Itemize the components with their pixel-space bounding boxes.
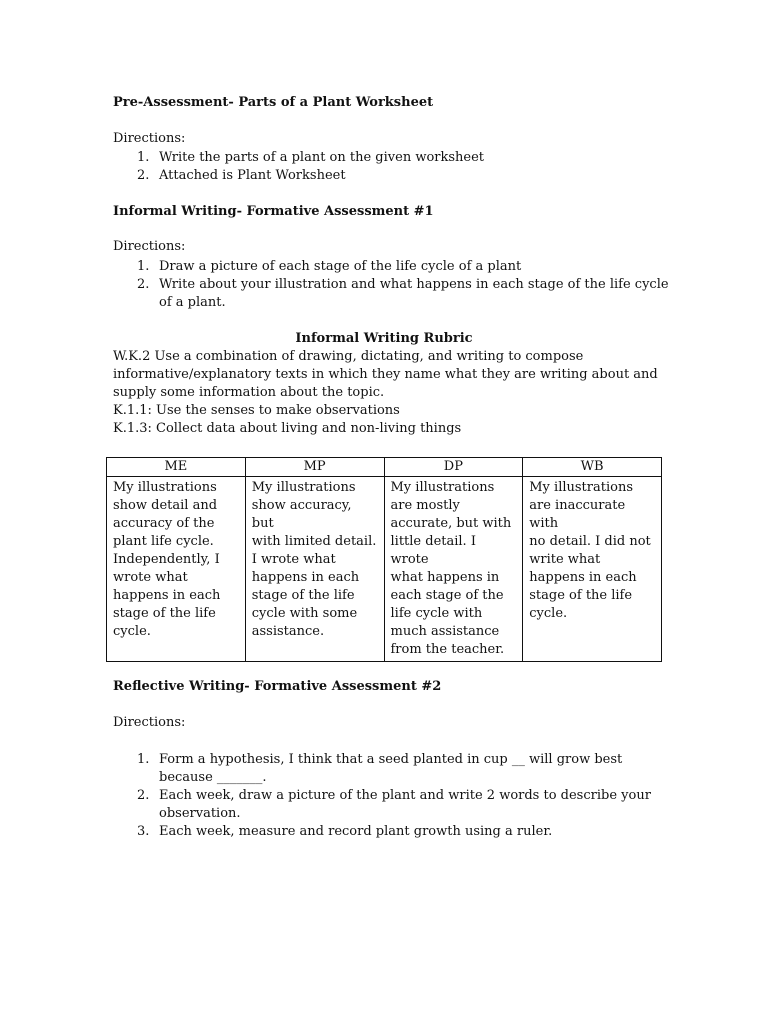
cell-line: write what <box>529 552 601 567</box>
list-item <box>137 258 669 276</box>
section3-title: Reflective Writing- Formative Assessment #2 <box>113 679 442 694</box>
standard-line: supply some information about the topic. <box>113 385 385 400</box>
list-number: 3. <box>137 824 150 839</box>
cell-line: happens in each <box>113 588 221 603</box>
list-number: 1. <box>137 150 150 165</box>
list-item <box>137 823 651 841</box>
rubric-table <box>106 457 662 662</box>
cell-line: My illustrations <box>113 480 217 495</box>
rubric-cell-wb <box>523 477 662 662</box>
list-text: Write about your illustration and what happens in each stage of the life cycle <box>159 277 669 292</box>
cell-line: stage of the life <box>529 588 633 603</box>
cell-line: Independently, I <box>113 552 220 567</box>
table-header-row <box>107 458 662 477</box>
cell-line: with limited detail. <box>251 534 377 549</box>
list-text: Attached is Plant Worksheet <box>159 168 346 183</box>
cell-line: My illustrations <box>251 480 356 495</box>
list-text: Form a hypothesis, I think that a seed planted in cup __ will grow best <box>159 752 623 767</box>
cell-line: cycle. <box>113 624 151 639</box>
rubric-cell-dp <box>384 477 523 662</box>
list-text: Write the parts of a plant on the given worksheet <box>159 150 485 165</box>
list-text: Each week, draw a picture of the plant and write 2 words to describe your <box>159 788 651 803</box>
cell-line: little detail. I wrote <box>390 534 476 567</box>
section1-title: Pre-Assessment- Parts of a Plant Worksheet <box>113 95 434 110</box>
section2-directions-label: Directions: <box>113 239 186 254</box>
column-header-wb: WB <box>523 458 662 477</box>
table-row <box>107 477 662 662</box>
list-item <box>137 276 669 312</box>
list-text-continued: observation. <box>159 806 241 821</box>
cell-line: show detail and <box>113 498 218 513</box>
cell-line: much assistance <box>390 624 500 639</box>
cell-line: wrote what <box>113 570 188 585</box>
cell-line: stage of the life <box>113 606 216 621</box>
rubric-cell-me <box>107 477 246 662</box>
cell-line: assistance. <box>251 624 325 639</box>
list-number: 2. <box>137 277 150 292</box>
cell-line: My illustrations <box>529 480 633 495</box>
list-text-continued: because _______. <box>159 770 267 785</box>
cell-line: plant life cycle. <box>113 534 214 549</box>
cell-line: cycle. <box>529 606 568 621</box>
cell-line: happens in each <box>529 570 637 585</box>
cell-line: what happens in <box>390 570 500 585</box>
section2-title: Informal Writing- Formative Assessment #1 <box>113 204 434 219</box>
cell-line: stage of the life <box>251 588 355 603</box>
cell-line: are mostly <box>390 498 460 513</box>
section2-directions-list <box>137 258 669 312</box>
list-text-continued: of a plant. <box>159 295 226 310</box>
section3-directions-list <box>137 751 651 841</box>
list-number: 1. <box>137 259 150 274</box>
rubric-cell-mp <box>245 477 384 662</box>
list-item <box>137 149 484 167</box>
section3-directions-label: Directions: <box>113 715 186 730</box>
cell-line: My illustrations <box>390 480 495 495</box>
column-header-me: ME <box>107 458 246 477</box>
cell-line: accuracy of the <box>113 516 215 531</box>
cell-line: no detail. I did not <box>529 534 651 549</box>
cell-line: from the teacher. <box>390 642 505 657</box>
list-item <box>137 167 484 185</box>
column-header-dp: DP <box>384 458 523 477</box>
cell-line: happens in each <box>251 570 360 585</box>
list-text: Draw a picture of each stage of the life cycle of a plant <box>159 259 522 274</box>
section1-directions-list <box>137 149 484 185</box>
cell-line: show accuracy, but <box>251 498 352 531</box>
list-number: 1. <box>137 752 150 767</box>
standard-line: K.1.3: Collect data about living and non-living things <box>113 421 462 436</box>
cell-line: cycle with some <box>251 606 358 621</box>
section1-directions-label: Directions: <box>113 131 186 146</box>
standard-line: K.1.1: Use the senses to make observations <box>113 403 400 418</box>
column-header-mp: MP <box>245 458 384 477</box>
cell-line: I wrote what <box>251 552 336 567</box>
standard-line: W.K.2 Use a combination of drawing, dictating, and writing to compose <box>113 349 584 364</box>
list-number: 2. <box>137 168 150 183</box>
list-item <box>137 787 651 823</box>
cell-line: life cycle with <box>390 606 483 621</box>
cell-line: are inaccurate with <box>529 498 626 531</box>
standard-line: informative/explanatory texts in which they name what they are writing about and <box>113 367 658 382</box>
rubric-title: Informal Writing Rubric <box>295 331 473 346</box>
list-text: Each week, measure and record plant growth using a ruler. <box>159 824 553 839</box>
cell-line: each stage of the <box>390 588 504 603</box>
cell-line: accurate, but with <box>390 516 512 531</box>
list-item <box>137 751 651 787</box>
rubric-standards <box>113 348 673 438</box>
list-number: 2. <box>137 788 150 803</box>
